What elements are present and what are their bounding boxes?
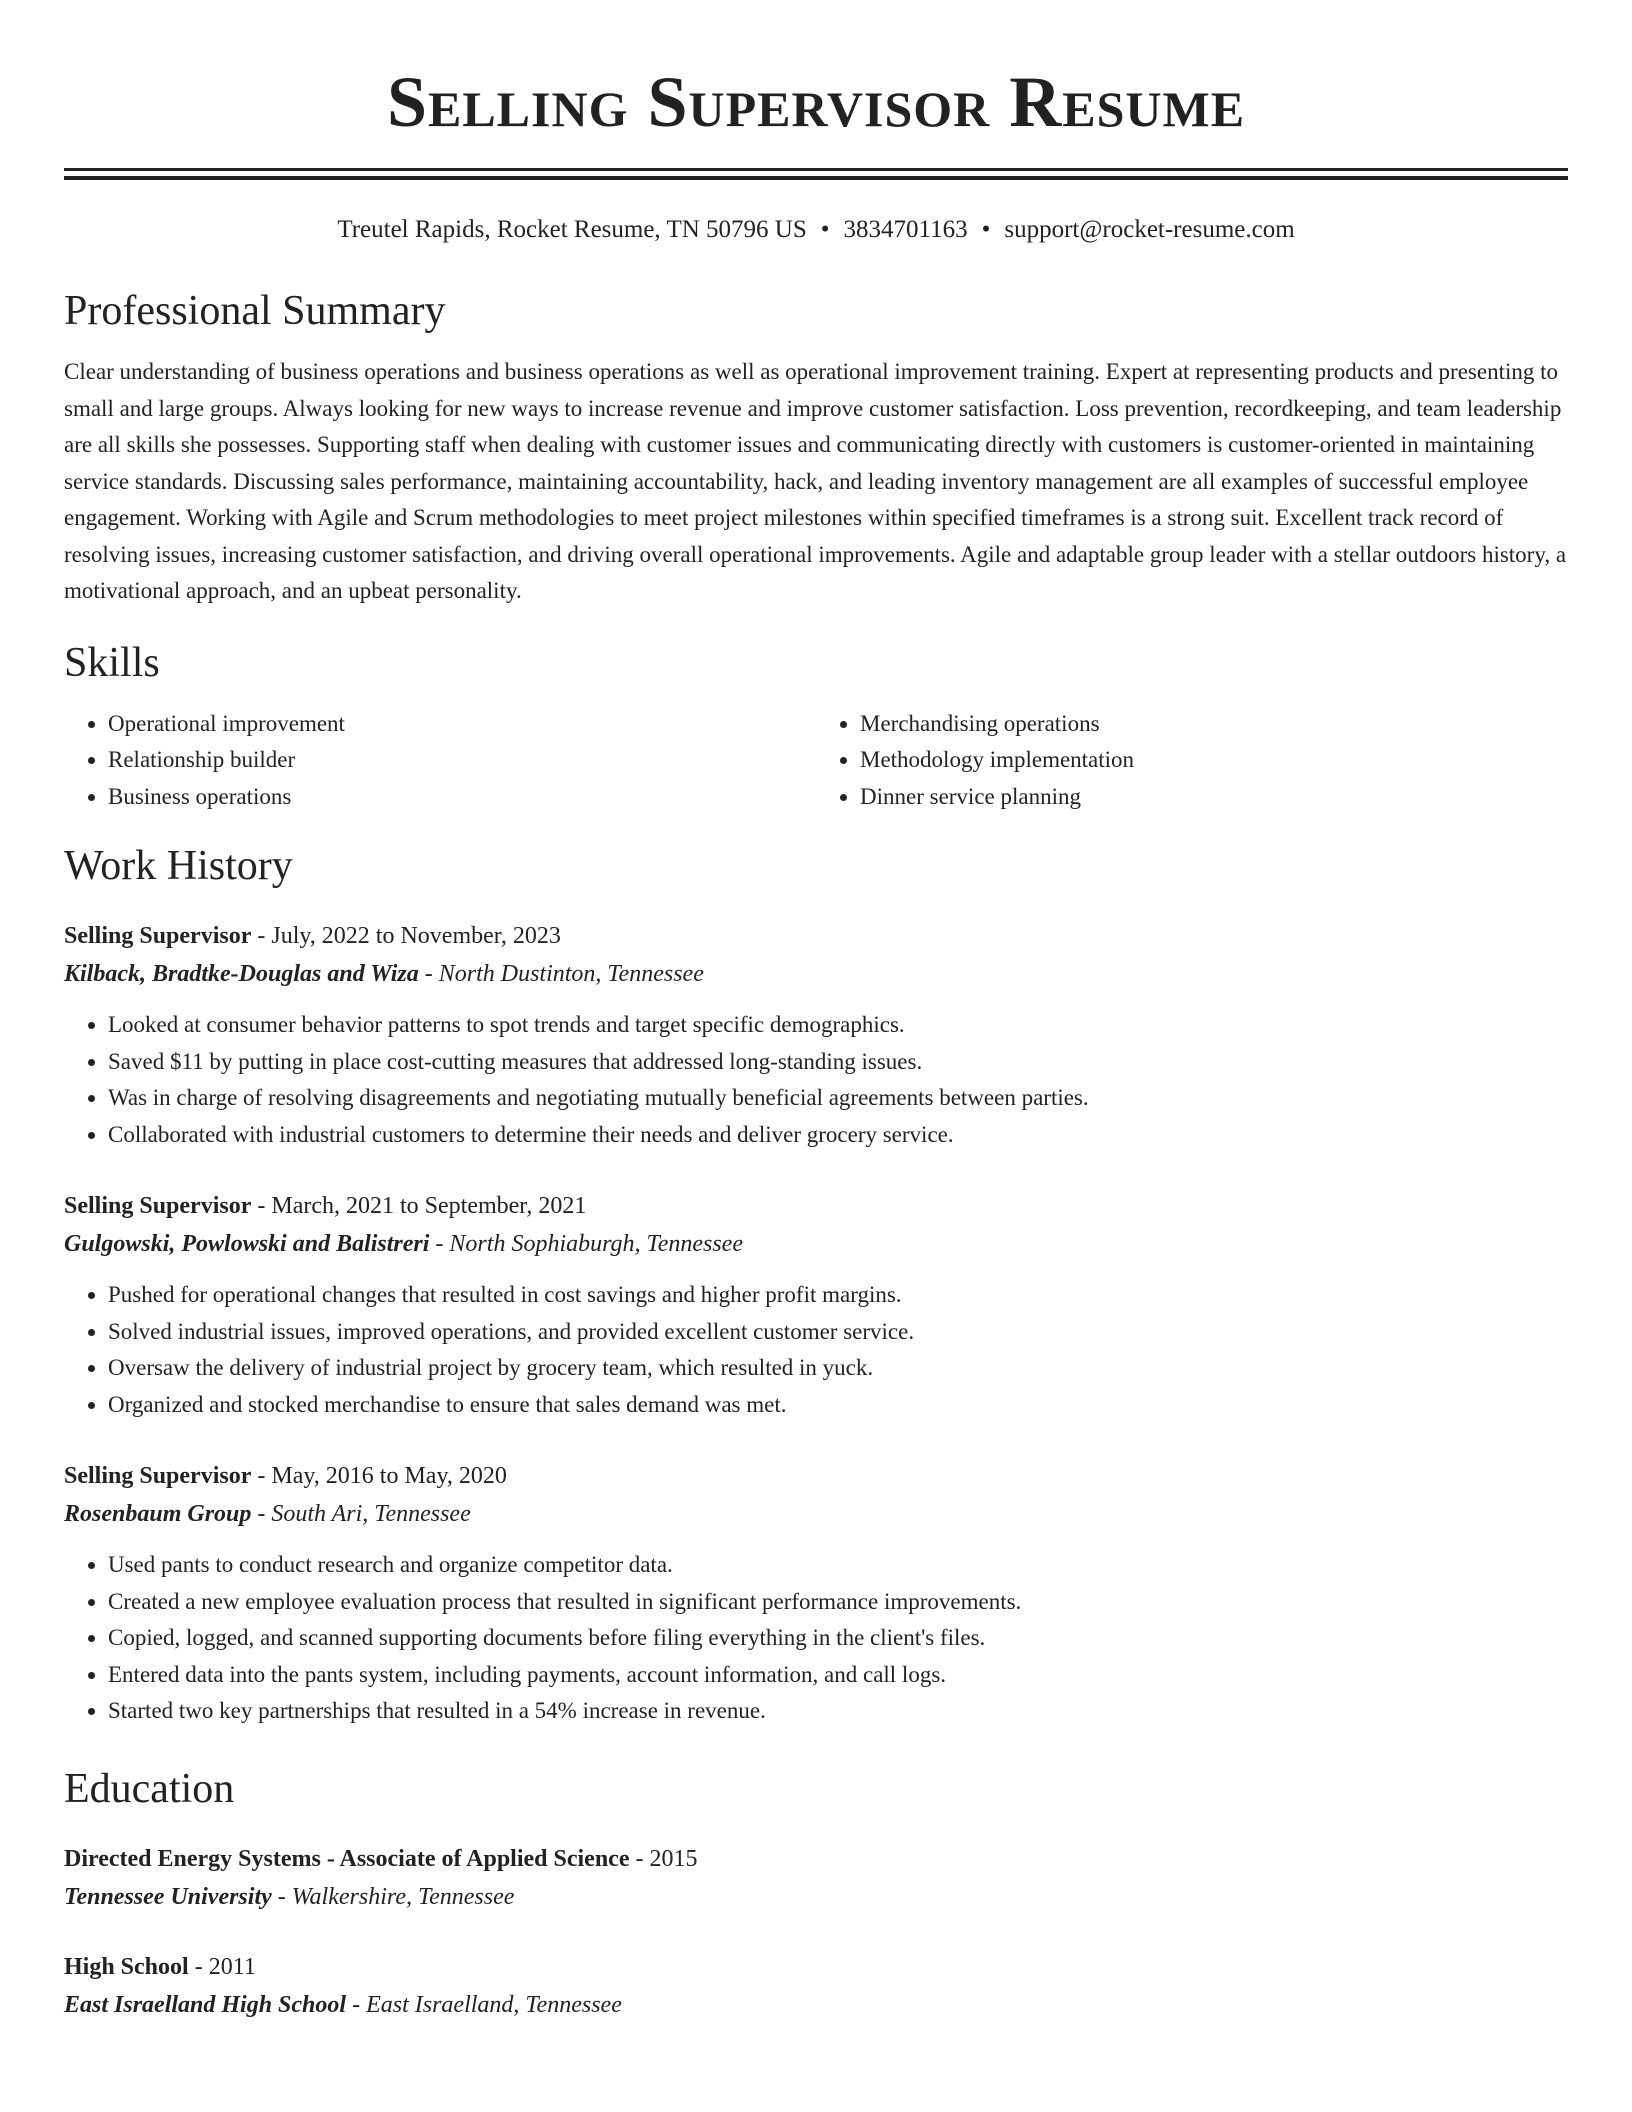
dash: - xyxy=(188,1953,209,1980)
graduation-year: 2015 xyxy=(649,1845,698,1872)
school-location: Walkershire, Tennessee xyxy=(291,1883,515,1910)
job-bullet: • Copied, logged, and scanned supporting documents before filing everything in the client's files. xyxy=(108,1620,1568,1657)
skills-list xyxy=(64,706,1568,816)
job-bullets xyxy=(64,1277,1568,1423)
job-title-line xyxy=(64,1457,1568,1495)
job-entry xyxy=(64,917,1568,1153)
title-divider-top xyxy=(64,168,1568,171)
dash: - xyxy=(251,923,272,949)
company-location: South Ari, Tennessee xyxy=(271,1501,471,1527)
dash: - xyxy=(251,1193,272,1219)
dash: - xyxy=(271,1883,292,1910)
education-entry xyxy=(64,1948,1568,2024)
job-entry xyxy=(64,1187,1568,1423)
dash: - xyxy=(251,1501,272,1527)
graduation-year: 2011 xyxy=(208,1953,256,1980)
company-line xyxy=(64,955,1568,993)
resume-title: Selling Supervisor Resume xyxy=(386,62,1246,142)
company-location: North Dustinton, Tennessee xyxy=(438,961,704,987)
education-entry xyxy=(64,1840,1568,1916)
job-bullet: • Was in charge of resolving disagreements and negotiating mutually beneficial agreements between parties. xyxy=(108,1080,1568,1117)
summary-text: Clear understanding of business operations and business operations as well as operational improvement training. Expert at representing products and presenting to small and large groups. Always looking for new ways to increase revenue and improve customer satisfaction. Loss prevention, recordkeeping, and team leadership are all skills she possesses. Supporting staff when dealing with customer issues and communicating directly with customers is customer-oriented in maintaining service standards. Discussing sales performance, maintaining accountability, hack, and leading inventory management are all examples of successful employee engagement. Working with Agile and Scrum methodologies to meet project milestones within specified timeframes is a strong suit. Excellent track record of resolving issues, increasing customer satisfaction, and driving overall operational improvements. Agile and adaptable group leader with a stellar outdoors history, a motivational approach, and an upbeat personality. xyxy=(64,359,1567,603)
job-title: Selling Supervisor xyxy=(64,1463,252,1489)
company-name: Gulgowski, Powlowski and Balistreri xyxy=(64,1231,430,1257)
job-bullet: • Entered data into the pants system, including payments, account information, and call logs. xyxy=(108,1657,1568,1694)
contact-address: Treutel Rapids, Rocket Resume, TN 50796 US xyxy=(337,216,807,243)
job-dates: May, 2016 to May, 2020 xyxy=(271,1463,507,1489)
title-divider-bottom xyxy=(64,176,1568,180)
contact-line xyxy=(64,214,1568,246)
skill-item: • Merchandising operations xyxy=(860,706,1568,743)
contact-email: support@rocket-resume.com xyxy=(1004,216,1295,243)
job-title: Selling Supervisor xyxy=(64,923,252,949)
job-bullet: • Solved industrial issues, improved operations, and provided excellent customer service. xyxy=(108,1314,1568,1351)
degree: High School xyxy=(64,1953,189,1980)
school-line xyxy=(64,1986,1568,2024)
job-title-line xyxy=(64,1187,1568,1225)
job-dates: July, 2022 to November, 2023 xyxy=(271,923,561,949)
job-bullet: • Pushed for operational changes that resulted in cost savings and higher profit margins. xyxy=(108,1277,1568,1314)
job-bullets xyxy=(64,1547,1568,1730)
school-name: East Israelland High School xyxy=(64,1991,347,2018)
dash: - xyxy=(346,1991,367,2018)
job-bullet: • Organized and stocked merchandise to ensure that sales demand was met. xyxy=(108,1387,1568,1424)
skill-item: • Operational improvement xyxy=(108,706,816,743)
school-line xyxy=(64,1878,1568,1916)
company-name: Kilback, Bradtke-Douglas and Wiza xyxy=(64,961,419,987)
section-heading-work-history: Work History xyxy=(64,843,293,889)
job-bullet: • Oversaw the delivery of industrial project by grocery team, which resulted in yuck. xyxy=(108,1350,1568,1387)
job-bullets xyxy=(64,1007,1568,1153)
skills-column-right xyxy=(816,706,1568,816)
company-name: Rosenbaum Group xyxy=(64,1501,252,1527)
degree-line xyxy=(64,1840,1568,1878)
job-title: Selling Supervisor xyxy=(64,1193,252,1219)
job-bullet: • Collaborated with industrial customers to determine their needs and deliver grocery service. xyxy=(108,1117,1568,1154)
job-bullet: • Created a new employee evaluation process that resulted in significant performance improvements. xyxy=(108,1584,1568,1621)
dash: - xyxy=(251,1463,272,1489)
dash: - xyxy=(418,961,439,987)
skill-item: • Relationship builder xyxy=(108,742,816,779)
section-heading-summary: Professional Summary xyxy=(64,288,446,334)
skill-item: • Dinner service planning xyxy=(860,779,1568,816)
skills-column-left xyxy=(64,706,816,816)
degree: Directed Energy Systems - Associate of Applied Science xyxy=(64,1845,630,1872)
section-heading-education: Education xyxy=(64,1765,235,1812)
job-title-line xyxy=(64,917,1568,955)
job-entry xyxy=(64,1457,1568,1730)
contact-phone: 3834701163 xyxy=(843,216,968,243)
dash: - xyxy=(429,1231,450,1257)
job-dates: March, 2021 to September, 2021 xyxy=(271,1193,587,1219)
school-location: East Israelland, Tennessee xyxy=(366,1991,622,2018)
contact-separator: • xyxy=(820,216,830,243)
company-line xyxy=(64,1225,1568,1263)
skill-item: • Business operations xyxy=(108,779,816,816)
skill-item: • Methodology implementation xyxy=(860,742,1568,779)
job-bullet: • Looked at consumer behavior patterns to spot trends and target specific demographics. xyxy=(108,1007,1568,1044)
school-name: Tennessee University xyxy=(64,1883,272,1910)
job-bullet: • Used pants to conduct research and organize competitor data. xyxy=(108,1547,1568,1584)
company-location: North Sophiaburgh, Tennessee xyxy=(449,1231,743,1257)
company-line xyxy=(64,1495,1568,1533)
contact-separator: • xyxy=(981,216,991,243)
section-heading-skills: Skills xyxy=(64,639,160,686)
job-bullet: • Started two key partnerships that resulted in a 54% increase in revenue. xyxy=(108,1693,1568,1730)
job-bullet: • Saved $11 by putting in place cost-cutting measures that addressed long-standing issues. xyxy=(108,1044,1568,1081)
degree-line xyxy=(64,1948,1568,1986)
dash: - xyxy=(629,1845,650,1872)
